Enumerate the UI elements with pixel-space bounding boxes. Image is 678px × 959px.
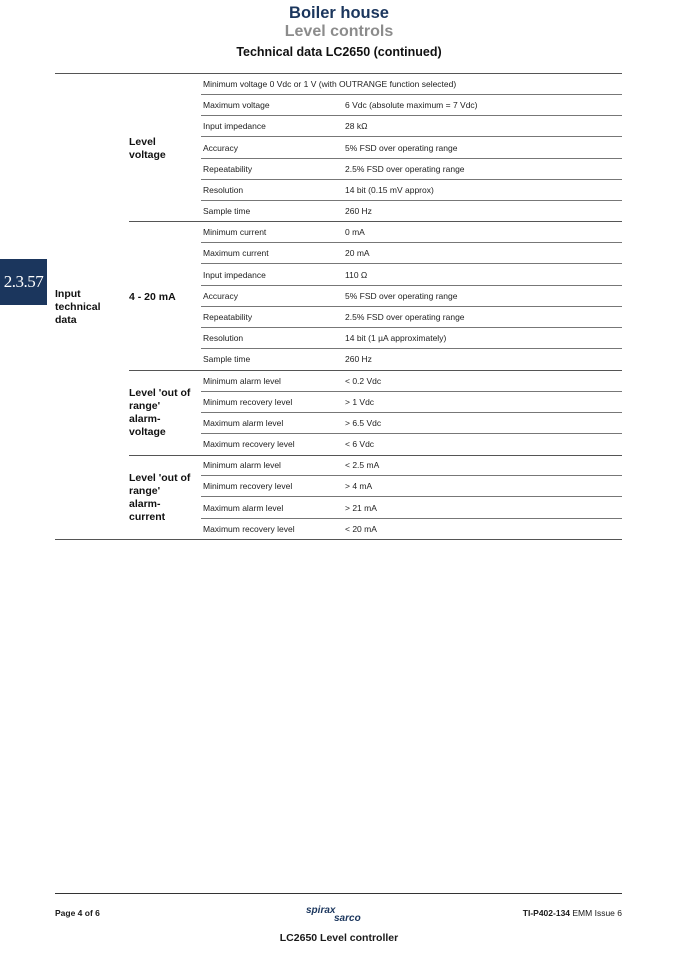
group-label-alarm-voltage: Level 'out of range' alarm- voltage [129, 387, 191, 438]
param-value: 260 Hz [345, 206, 372, 217]
param-name: Minimum alarm level [203, 375, 281, 386]
param-name: Resolution [203, 184, 244, 195]
input-technical-data-label: Input technical data [55, 288, 101, 326]
product-name: LC2650 Level controller [279, 932, 399, 944]
param-name: Maximum alarm level [203, 502, 284, 513]
param-value: < 0.2 Vdc [345, 375, 382, 386]
param-name: Minimum alarm level [203, 460, 281, 471]
row-divider [201, 348, 622, 349]
group-label-alarm-current: Level 'out of range' alarm- current [129, 472, 191, 523]
logo-word-spirax: spirax [306, 905, 336, 916]
header-title: Boiler house [289, 4, 389, 22]
page-number: Page 4 of 6 [55, 908, 100, 918]
row-divider [201, 518, 622, 519]
spirax-sarco-logo [304, 905, 376, 927]
param-name: Maximum alarm level [203, 417, 284, 428]
document-reference [523, 908, 622, 918]
row-divider [201, 391, 622, 392]
param-value: < 2.5 mA [345, 460, 380, 471]
param-value: 5% FSD over operating range [345, 290, 458, 301]
group-label-level-voltage: Level voltage [129, 136, 166, 161]
footer-rule [55, 893, 622, 894]
param-name: Maximum voltage [203, 100, 270, 111]
param-name: Accuracy [203, 142, 238, 153]
param-value: > 4 mA [345, 481, 373, 492]
param-name: Repeatability [203, 163, 253, 174]
table-bottom-rule [55, 539, 622, 540]
logo-word-sarco: sarco [334, 913, 361, 924]
param-name: Minimum current [203, 227, 267, 238]
param-value: 2.5% FSD over operating range [345, 163, 465, 174]
row-divider [201, 496, 622, 497]
row-divider [201, 412, 622, 413]
param-value: > 6.5 Vdc [345, 417, 382, 428]
param-name: Maximum recovery level [203, 523, 295, 534]
param-value: 6 Vdc (absolute maximum = 7 Vdc) [345, 100, 478, 111]
param-name: Sample time [203, 354, 251, 365]
group-divider [129, 370, 622, 371]
param-value: > 21 mA [345, 502, 377, 513]
header-subtitle: Level controls [284, 23, 394, 40]
row-divider [201, 242, 622, 243]
param-name: Minimum recovery level [203, 396, 293, 407]
section-title: Technical data LC2650 (continued) [236, 45, 442, 59]
row-divider [201, 433, 622, 434]
group-divider [129, 221, 622, 222]
section-tab: 2.3.57 [0, 259, 47, 305]
doc-ref-code: TI-P402-134 [522, 908, 571, 918]
param-value: < 20 mA [345, 523, 377, 534]
param-value: 5% FSD over operating range [345, 142, 458, 153]
param-name: Accuracy [203, 290, 238, 301]
doc-ref-issue: EMM Issue 6 [570, 908, 622, 918]
param-name: Minimum recovery level [203, 481, 293, 492]
param-value: 28 kΩ [345, 121, 368, 132]
group-divider [129, 455, 622, 456]
row-divider [201, 94, 622, 95]
param-value: 14 bit (1 µA approximately) [345, 333, 447, 344]
row-divider [201, 115, 622, 116]
param-name: Input impedance [203, 269, 266, 280]
param-name: Resolution [203, 333, 244, 344]
param-value: 110 Ω [345, 269, 368, 280]
param-name: Input impedance [203, 121, 266, 132]
param-value: 20 mA [345, 248, 370, 259]
param-value: 14 bit (0.15 mV approx) [345, 184, 434, 195]
row-divider [201, 179, 622, 180]
row-divider [201, 136, 622, 137]
param-value: 260 Hz [345, 354, 372, 365]
row-divider [201, 475, 622, 476]
row-divider [201, 327, 622, 328]
param-name: Repeatability [203, 311, 253, 322]
row-divider [201, 285, 622, 286]
param-name: Minimum voltage 0 Vdc or 1 V (with OUTRANGE function selected) [203, 79, 457, 89]
row-divider [201, 263, 622, 264]
row-divider [201, 200, 622, 201]
row-divider [201, 158, 622, 159]
param-name: Maximum recovery level [203, 439, 295, 450]
param-value: 0 mA [345, 227, 365, 238]
param-value: > 1 Vdc [345, 396, 375, 407]
param-value: 2.5% FSD over operating range [345, 311, 465, 322]
param-value: < 6 Vdc [345, 439, 375, 450]
param-name: Sample time [203, 206, 251, 217]
row-divider [201, 306, 622, 307]
table-top-rule [55, 73, 622, 74]
param-name: Maximum current [203, 248, 269, 259]
group-label-4-20ma: 4 - 20 mA [129, 291, 176, 303]
